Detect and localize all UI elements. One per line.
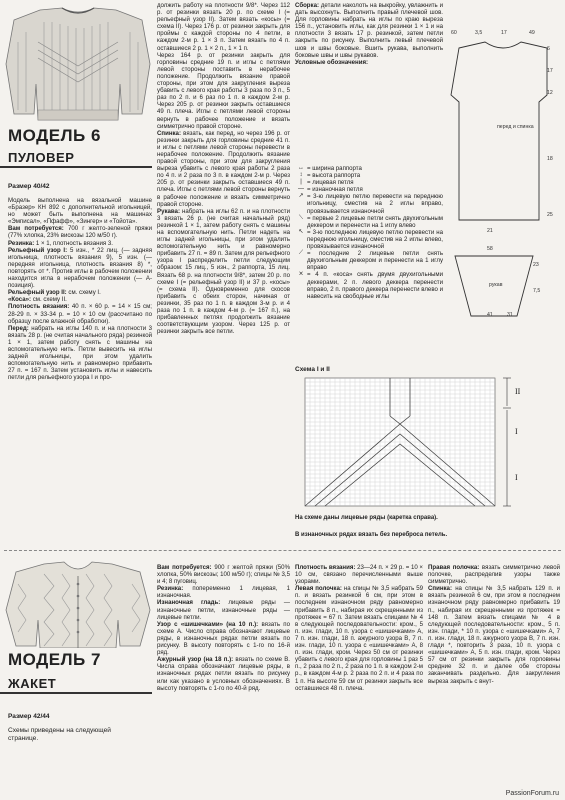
- paragraph: Вам потребуется: 700 г желто-зеленой пряжи (77% хлопка, 23% вискозы 120 м/50 г).: [8, 225, 152, 240]
- legend-symbol: ⟋: [298, 250, 304, 257]
- dimension-label: 7,5: [533, 288, 541, 294]
- model7-subtitle: ЖАКЕТ: [8, 676, 57, 691]
- dimension-label: 49: [529, 30, 535, 36]
- paragraph: Рельефный узор I: 5 изн., * 22 лиц. (— задняя игольница, плотность вязания 9), 5 изн. (— передняя игольница, плотность вязания 8) *, повторять от *. Против иглы в рабочем положении находится игла в нерабочем положении (— A-позиция).: [8, 246, 153, 290]
- dimension-label: 41: [487, 312, 493, 318]
- model7-column-2: [157, 564, 290, 692]
- paragraph: Через 164 р. от резинки закрыть для горловины средние 19 п. и иглы с петлями левой стороны поставить в нерабочее положение. Продолжить вязание правой стороны, при этом для закругления выреза убавить с левого края работы 3 раза по 3 п., 5 раз по 2 п. и 6 раз по 1 п. в каждом 2-м р. Через 205 р. от резинки закрыть оставшиеся 49 п. плеча. Иглы с петлями левой стороны вернуть в рабочее положение и вязать симметрично правой стороне.: [157, 51, 290, 130]
- symbols-legend: [295, 165, 443, 300]
- dimension-label: 6: [547, 46, 550, 52]
- sleeve-label: рукав: [489, 282, 503, 288]
- paragraph: должить работу на плотности 9/8*. Через 112 р. от резинки вязать 20 р. по схеме I (= рельефный узор II). Затем вязать «косы» (= схема II). Через 176 р. от резинки закрыть для проймы с каждой стороны по 4 петли, в каждом 2-м р. 1 × 3 п. Затем вязать по 4 п. оставшиеся 2 р. 1 × 2 п., 1 × 1 п.: [157, 2, 290, 52]
- legend-symbol: —: [298, 186, 304, 193]
- model7-column-3: [295, 564, 423, 692]
- paragraph: Сборка: детали наколоть на выкройку, увлажнить и дать высохнуть. Выполнить правый плечевой шов. Для горловины набрать на иглы по краю выреза 156 п., установить иглы, как для резинки 1 × 1 и на плотности 3 вязать 17 р. резинкой, затем петли закрыть по рисунку. Выполнить левый плечевой шов и швы боковые. Вшить рукава, выполнить боковые швы и швы рукавов.: [295, 2, 443, 59]
- legend-item: [295, 229, 443, 250]
- paragraph: Рукава: набрать на иглы 62 п. и на плотности 3 вязать 26 р. (не считая начальный ряд) резинкой 1 × 1, затем работу снять с машины на вспомогательную нить. Петли надеть на иглы задней игольницы, при этом удалить вспомогательную нить и равномерно прибавить 27 п. = 89 п. Затем для рельефного узора I распределить петли следующим образом: 15 лиц., 5 изн., 2 раппорта, 15 лиц. Вязать 68 р. на плотности 9/8*, затем 20 р. по схеме I (= рельефный узор II) и 37 р. «косы» (= схема II). Одновременно для скосов прибавить с обеих сторон, начиная от резинки, 35 раз по 1 п. в каждом 3-м р. и 4 раза по 1 п. в каждом 4-м р. (= 167 п.), на прибавленных петлях продолжить вязание соответствующим узором. Через 125 р. от резинки закрыть все петли.: [157, 207, 290, 336]
- model6-subtitle: ПУЛОВЕР: [8, 150, 75, 165]
- legend-text: = изнаночная петля: [307, 186, 363, 194]
- paragraph: Модель выполнена на вязальной машине «Бразер» КН 892 с дополнительной игольницей, но может быть выполнена на машинах «Эмписал», «Пфафф», «Зингер» и «Тойота».: [8, 197, 152, 226]
- legend-item: [295, 250, 443, 271]
- schema-label-II: II: [515, 387, 521, 396]
- dimension-label: 3,5: [475, 30, 483, 36]
- paragraph: Резинка: 1 × 1, плотность вязания 3.: [8, 239, 113, 247]
- dimension-label: 60: [451, 30, 457, 36]
- schema-caption-1: На схеме даны лицевые ряды (каретка справа).: [295, 515, 438, 521]
- legend-symbol: ↔: [298, 165, 304, 171]
- legend-text: = последние 2 лицевые петли снять двухигольным деккером и перенести на 1 иглу вправо: [307, 250, 443, 272]
- model7-column-4: [428, 564, 560, 685]
- front-back-pattern: [451, 42, 547, 220]
- legend-item: [295, 165, 443, 172]
- paragraph: Плотность вязания: 23—24 п. × 29 р. = 10 × 10 см, связано перечисленными выше узорами.: [295, 564, 423, 586]
- legend-item: [295, 186, 443, 193]
- paragraph: «Коса»: см. схему II.: [8, 296, 67, 304]
- schema-title: Схема I и II: [295, 366, 330, 373]
- schema-caption-2: В изнаночных рядах вязать без переброса петель.: [295, 532, 448, 538]
- legend-symbol: ⨯: [298, 271, 304, 278]
- dimension-label: 17: [547, 68, 553, 74]
- paragraph: Условные обозначения:: [295, 58, 369, 66]
- legend-text: = 3-ю последнюю лицевую петлю перевести на переднюю игольницу, сместив на 2 иглы влево, провязывается изнаночной: [307, 228, 443, 251]
- paragraph: Перед: набрать на иглы 140 п. и на плотности 3 вязать 28 р. (не считая начального ряда) резинкой 1 × 1, затем работу снять с машины на вспомогательную нить. Петли вывесить на иглы задней игольницы, при этом удалить вспомогательную нить и равномерно прибавить 27 п. = 167 п. Затем установить иглы и навесить петли для рельефного узора I и про-: [8, 324, 152, 382]
- legend-text: = 4 п. «коса» снять двумя двухигольными деккерами, 2 п. левого деккера перенести вправо, 2 п. правого деккера перенести влево и навесить на свободные иглы: [307, 271, 443, 300]
- dimension-label: 18: [547, 156, 553, 162]
- front-label: перед и спинка: [497, 124, 534, 130]
- legend-text: = первые 2 лицевые петли снять двухигольным деккером и перенести на 1 иглу влево: [307, 214, 443, 229]
- paragraph: Изнаночная гладь: лицевые ряды — изнаночные петли, изнаночные ряды — лицевые петли.: [157, 599, 290, 621]
- legend-symbol: ↕: [299, 172, 303, 179]
- paragraph: Спинка: вязать, как перед, но через 196 р. от резинки закрыть для горловины средние 41 п. и иглы с петлями левой стороны перевести в нерабочее положение. Продолжить вязание правой стороны, при этом для закругления выреза убавить с левого края работы 2 раза по 4 п. и 2 раза по 3 п. в каждом 2-м р. Через 205 р. от резинки закрыть оставшиеся 49 п. плеча. Иглы с петлями левой стороны вернуть в рабочее положение и вязать симметрично правой стороне.: [157, 129, 290, 208]
- legend-symbol: ↗: [298, 193, 304, 200]
- dimension-label: 23: [533, 262, 539, 268]
- dimension-label: 58: [487, 246, 493, 252]
- legend-item: [295, 271, 443, 299]
- paragraph: Ажурный узор (на 18 п.): вязать по схеме В. Числа справа обозначают лицевые ряды, в изнаночных рядах петли вязать по рисунку или как указано в условных обозначениях. В высоту повторять с 1-го по 40-й ряд.: [157, 656, 290, 692]
- legend-text: = 3-ю лицевую петлю перевести на переднюю игольницу, сместив на 2 иглы вправо, провязывается изнаночной: [307, 193, 443, 215]
- schema-label-I-upper: I: [515, 427, 518, 436]
- dimension-label: 25: [547, 212, 553, 218]
- paragraph: Левая полочка: на спицы № 3,5 набрать 59 п. и вязать резинкой 6 см, при этом в последнем изнаночном ряду равномерно прибавить 8 п., набирая их скрещенными из протяжек = 67 п. Затем вязать спицами № 4 в следующей последовательности: кром., 5 п. изн. глади, 10 п. узора с «шишечками» А, 7 п. изн. глади, 18 п. ажурного узора В, 7 п. изн. глади, 10 п. узора с «шишечками» А, 8 п. изн. глади, кром. Через 50 см от резинки убавить с левого края для горловины 1 раз 5 п., 2 раза по 2 п., 2 раза по 1 п. в каждом 2-м р., в каждом 4-м р. 2 раза по 2 п. и 4 раза по 1 п. На высоте 59 см от резинки закрыть все оставшиеся 48 п. плеча.: [295, 585, 423, 692]
- title-rule: [0, 166, 152, 168]
- model6-column-3: [295, 2, 443, 66]
- model6-title: МОДЕЛЬ 6: [8, 126, 101, 145]
- model6-column-1: [8, 197, 152, 381]
- site-watermark: PassionForum.ru: [505, 790, 559, 797]
- legend-symbol: |: [300, 179, 302, 186]
- knitting-chart: [295, 376, 557, 511]
- legend-text: = высота раппорта: [307, 172, 361, 180]
- dimension-label: 31: [507, 312, 513, 318]
- pullover-photo: [4, 2, 152, 122]
- paragraph: Узор с «шишечками» (на 10 п.): вязать по схеме А. Число справа обозначают лицевые ряды, в изнаночных рядах петли вязать по рисунку. В высоту повторять с 1-го по 16-й ряд.: [157, 620, 290, 657]
- model7-intro: Схемы приведены на следующей странице.: [8, 727, 111, 742]
- schema-label-I-lower: I: [515, 473, 518, 482]
- section-divider: [4, 550, 561, 551]
- paragraph: Рельефный узор II: см. схему I.: [8, 289, 101, 297]
- paragraph: Вам потребуется: 900 г желтой пряжи (50% хлопка, 50% вискозы; 100 м/50 г); спицы № 3,5 и 4; 8 пуговиц.: [157, 564, 290, 586]
- dimension-label: 17: [501, 30, 507, 36]
- legend-symbol: ↖: [298, 228, 304, 235]
- model6-size: Размер 40/42: [8, 183, 50, 190]
- legend-item: [295, 179, 443, 186]
- paragraph: Правая полочка: вязать симметрично левой полочке, распределив узоры также симметрично.: [428, 564, 560, 586]
- model7-size: Размер 42/44: [8, 713, 50, 720]
- legend-symbol: ⟍: [298, 214, 304, 221]
- legend-item: [295, 193, 443, 214]
- paragraph: Спинка: на спицы № 3,5 набрать 129 п. и вязать резинкой 6 см, при этом в последнем изнаночном ряду равномерно прибавить 19 п., набирая их скрещенными из протяжек = 148 п. Затем вязать спицами № 4 в следующей последовательности: кром., 5 п. изн. глади, * 10 п. узора с «шишечками» А, 7 п. изн. глади, 18 п. ажурного узора В, 7 п. изн. глади *, повторить 3 раза, 10 п. узора с «шишечками» А, 5 п. изн. глади, кром. Через 57 см от резинки закрыть для горловины средние 32 п. и далее обе стороны заканчивать раздельно. Для закругления выреза закрыть с внут-: [428, 585, 560, 685]
- jacket-photo: [4, 560, 152, 648]
- legend-text: = ширина раппорта: [307, 165, 362, 172]
- model6-column-2: [157, 2, 290, 335]
- title-rule-2: [0, 692, 152, 694]
- dimension-label: 21: [487, 228, 493, 234]
- legend-item: [295, 172, 443, 179]
- paragraph: Резинка: попеременно 1 лицевая, 1 изнаночная.: [157, 585, 290, 600]
- paragraph: Плотность вязания: 40 п. × 60 р. = 14 × 15 см; 28-29 п. × 33-34 р. = 10 × 10 см (рассчитано по образцу после влажной обработки).: [8, 303, 152, 325]
- dimension-label: 12: [547, 90, 553, 96]
- legend-text: = лицевая петля: [307, 179, 354, 187]
- pattern-diagrams: [447, 20, 559, 320]
- legend-item: [295, 215, 443, 229]
- model7-title: МОДЕЛЬ 7: [8, 650, 101, 669]
